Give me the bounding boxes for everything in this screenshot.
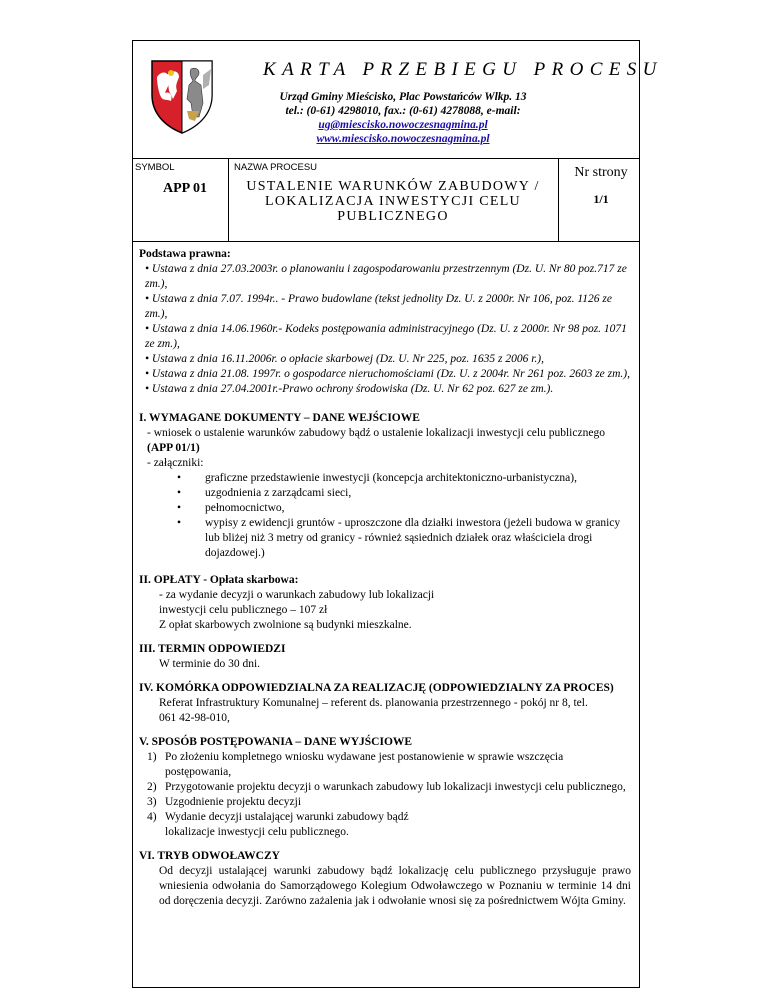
list-item-text: Uzgodnienie projektu decyzji [165,796,302,808]
section-fees-title: II. OPŁATY - Opłata skarbowa: [139,574,299,586]
list-item: 3) Uzgodnienie projektu decyzji [147,796,302,808]
legal-basis-item: • Ustawa z dnia 21.08. 1997r. o gospodarce nieruchomościami (Dz. U. z 2004r. Nr 261 poz. 2603 ze zm.), [145,368,631,380]
address-line: Urząd Gminy Mieścisko, Plac Powstańców Wlkp. 13 [279,91,527,103]
legal-basis-item: • Ustawa z dnia 7.07. 1994r.. - Prawo budowlane (tekst jednolity Dz. U. z 2000r. Nr 106, poz. 1126 ze zm.), [145,293,613,320]
fees-line: - za wydanie decyzji o warunkach zabudowy lub lokalizacji inwestycji celu publicznego – 107 zł [159,589,435,616]
process-name: USTALENIE WARUNKÓW ZABUDOWY / LOKALIZACJA INWESTYCJI CELU PUBLICZNEGO [246,179,540,224]
list-item: 1) Po złożeniu kompletnego wniosku wydawane jest postanowienie w sprawie wszczęcia postępowania, [147,751,564,778]
attachments-line: - załączniki: [147,457,204,469]
appeal-text: Od decyzji ustalającej warunki zabudowy bądź lokalizację celu publicznego przysługuje prawo wniesienia odwołania do Samorządowego Kolegium Odwoławczego w Poznaniu w terminie 14 dni od doręczenia decyzji. Zarówno zażalenia jak i odwołanie wnosi się za pośrednictwem Wójta Gminy. [159,865,631,907]
attachments-list [139,471,631,561]
procedure-list [139,750,631,840]
application-line [139,426,631,456]
coat-of-arms-icon [147,55,217,135]
list-item: • graficzne przedstawienie inwestycji (koncepcja architektoniczno-urbanistyczna), [177,472,577,484]
contact-line: tel.: (0-61) 4298010, fax.: (0-61) 4278088, e-mail: [285,105,521,117]
document-body [139,247,631,909]
document-frame [132,40,663,988]
list-item-text: Wydanie decyzji ustalającej warunki zabudowy bądź lokalizacje inwestycji celu publicznego. [165,811,409,838]
list-item: 4) Wydanie decyzji ustalającej warunki zabudowy bądź lokalizacje inwestycji celu publicznego. [147,811,409,838]
legal-basis-item: • Ustawa z dnia 14.06.1960r.- Kodeks postępowania administracyjnego (Dz. U. z 2000r. Nr 98 poz. 1071 ze zm.), [145,323,627,350]
section-required-documents-title: I. WYMAGANE DOKUMENTY – DANE WEJŚCIOWE [139,412,420,424]
list-item: 2) Przygotowanie projektu decyzji o warunkach zabudowy lub lokalizacji inwestycji celu publicznego, [147,781,626,793]
application-code: (APP 01/1) [147,442,200,454]
list-item-text: Przygotowanie projektu decyzji o warunkach zabudowy lub lokalizacji inwestycji celu publicznego, [165,781,626,793]
section-responsible-unit-title: IV. KOMÓRKA ODPOWIEDZIALNA ZA REALIZACJĘ (ODPOWIEDZIALNY ZA PROCES) [139,682,614,694]
list-item: • wypisy z ewidencji gruntów - uproszczone dla działki inwestora (jeżeli budowa w granicy lub bliżej niż 3 metry od granicy - również sąsiednich działek oraz właściciela drogi dojazdowej.) [177,517,621,559]
deadline-text: W terminie do 30 dni. [159,658,261,670]
list-item-text: graficzne przedstawienie inwestycji (koncepcja architektoniczno-urbanistyczna), [205,472,577,484]
header-divider [133,158,639,159]
page-number-label: Nr strony [574,165,628,180]
legal-basis-item: • Ustawa z dnia 27.04.2001r.-Prawo ochrony środowiska (Dz. U. Nr 62 poz. 627 ze zm.). [145,383,554,395]
office-address [243,90,563,146]
list-item: • pełnomocnictwo, [177,502,285,514]
section-deadline-title: III. TERMIN ODPOWIEDZI [139,643,286,655]
website-link[interactable]: www.miescisko.nowoczesnagmina.pl [316,133,490,145]
legal-basis-item: • Ustawa z dnia 27.03.2003r. o planowaniu i zagospodarowaniu przestrzennym (Dz. U. Nr 80 poz.717 ze zm.), [145,263,627,290]
page-number: 1/1 [593,192,609,206]
symbol-label: SYMBOL [135,162,175,173]
list-item: • uzgodnienia z zarządcami sieci, [177,487,352,499]
process-name-label: NAZWA PROCESU [234,162,318,173]
section-appeal-title: VI. TRYB ODWOŁAWCZY [139,850,280,862]
application-text: - wniosek o ustalenie warunków zabudowy bądź o ustalenie lokalizacji inwestycji celu publicznego [147,427,605,439]
email-link[interactable]: ug@miescisko.nowoczesnagmina.pl [318,119,488,131]
symbol-divider [228,158,229,241]
fees-exemption: Z opłat skarbowych zwolnione są budynki mieszkalne. [159,619,412,631]
list-item-text: Po złożeniu kompletnego wniosku wydawane jest postanowienie w sprawie wszczęcia postępowania, [165,751,564,778]
page-title: KARTA PRZEBIEGU PROCESU [263,59,663,80]
page-divider [558,158,559,241]
list-item-text: wypisy z ewidencji gruntów - uproszczone dla działki inwestora (jeżeli budowa w granicy lub bliżej niż 3 metry od granicy - również sąsiednich działek oraz właściciela drogi dojazdowej.) [205,517,621,559]
table-bottom-divider [133,241,639,242]
legal-basis-heading: Podstawa prawna: [139,248,231,260]
section-procedure-title: V. SPOSÓB POSTĘPOWANIA – DANE WYJŚCIOWE [139,736,413,748]
list-item-text: pełnomocnictwo, [205,502,285,514]
list-item-text: uzgodnienia z zarządcami sieci, [205,487,352,499]
symbol-value: APP 01 [163,181,207,196]
legal-basis-item: • Ustawa z dnia 16.11.2006r. o opłacie skarbowej (Dz. U. Nr 225, poz. 1635 z 2006 r.), [145,353,544,365]
responsible-unit-text: Referat Infrastruktury Komunalnej – referent ds. planowania przestrzennego - pokój nr 8, tel. 061 42-98-010, [159,697,588,724]
